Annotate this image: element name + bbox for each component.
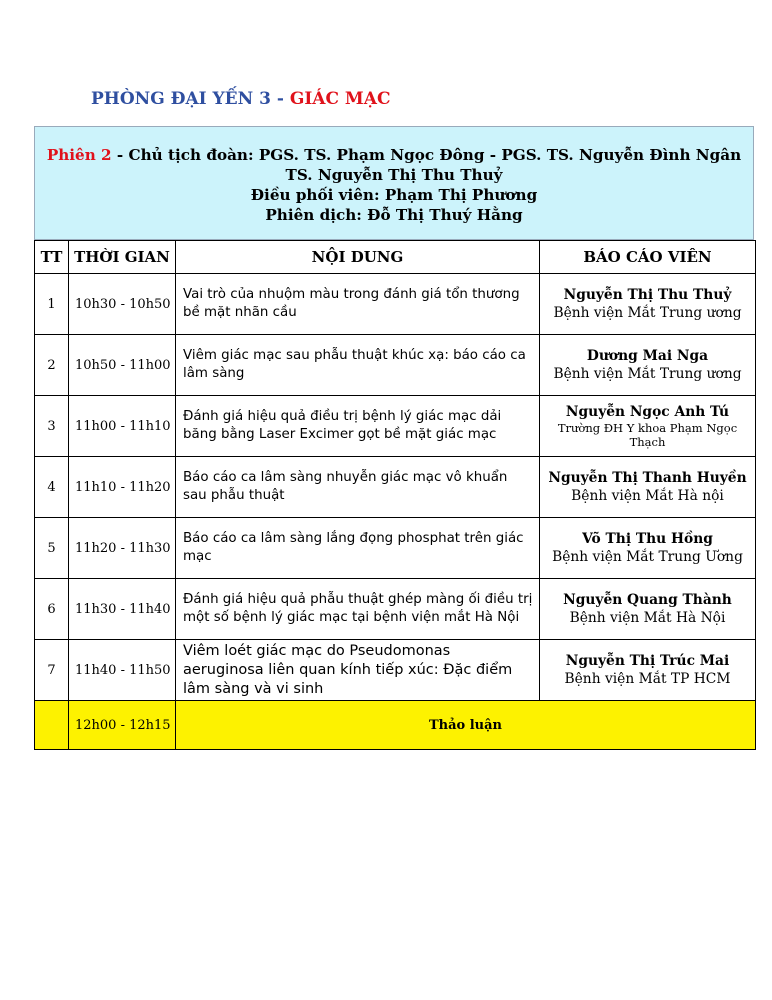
row-content: Đánh giá hiệu quả phẫu thuật ghép màng ối điều trị một số bệnh lý giác mạc tại bệnh viện mắt Hà Nội [176,579,540,640]
row-content: Vai trò của nhuộm màu trong đánh giá tổn thương bề mặt nhãn cầu [176,274,540,335]
row-speaker-cell [540,518,756,579]
row-content: Viêm giác mạc sau phẫu thuật khúc xạ: báo cáo ca lâm sàng [176,335,540,396]
discussion-label: Thảo luận [176,701,756,750]
header-tt: TT [35,241,69,274]
table-row [35,274,756,335]
row-content: Viêm loét giác mạc do Pseudomonas aeruginosa liên quan kính tiếp xúc: Đặc điểm lâm sàng và vi sinh [176,640,540,701]
row-time: 11h30 - 11h40 [69,579,176,640]
session-info-box [34,126,754,240]
discussion-row [35,701,756,750]
session-interpreter: Phiên dịch: Đỗ Thị Thuý Hằng [265,206,523,224]
room-topic: GIÁC MẠC [289,89,391,109]
header-content: NỘI DUNG [176,241,540,274]
row-speaker-cell [540,640,756,701]
session-chairs-cont: TS. Nguyễn Thị Thu Thuỷ [285,166,503,184]
table-row [35,518,756,579]
row-content: Báo cáo ca lâm sàng nhuyễn giác mạc vô khuẩn sau phẫu thuật [176,457,540,518]
table-row [35,640,756,701]
speaker-org: Bệnh viện Mắt Trung Ương [552,549,743,565]
speaker-org: Bệnh viện Mắt Hà nội [571,488,724,504]
row-number: 5 [35,518,69,579]
speaker-name: Nguyễn Quang Thành [563,592,732,608]
speaker-name: Võ Thị Thu Hồng [582,531,713,547]
discussion-time: 12h00 - 12h15 [69,701,176,750]
session-coordinator: Điều phối viên: Phạm Thị Phương [250,186,538,204]
row-speaker-cell [540,579,756,640]
speaker-name: Dương Mai Nga [586,348,709,364]
table-row [35,457,756,518]
row-speaker-cell [540,335,756,396]
table-row [35,579,756,640]
row-speaker-cell [540,274,756,335]
speaker-org: Bệnh viện Mắt TP HCM [564,671,731,687]
row-number: 2 [35,335,69,396]
header-speaker: BÁO CÁO VIÊN [540,241,756,274]
speaker-org: Bệnh viện Mắt Trung ương [553,305,742,321]
row-time: 10h50 - 11h00 [69,335,176,396]
row-number: 1 [35,274,69,335]
row-speaker-cell [540,396,756,457]
row-speaker-cell [540,457,756,518]
row-time: 11h20 - 11h30 [69,518,176,579]
speaker-name: Nguyễn Thị Trúc Mai [565,653,730,669]
table-row [35,335,756,396]
session-chairs-line [35,145,753,165]
row-time: 11h10 - 11h20 [69,457,176,518]
row-number: 4 [35,457,69,518]
row-time: 10h30 - 10h50 [69,274,176,335]
row-content: Đánh giá hiệu quả điều trị bệnh lý giác mạc dải băng bằng Laser Excimer gọt bề mặt giác mạc [176,396,540,457]
row-time: 11h00 - 11h10 [69,396,176,457]
header-time: THỜI GIAN [69,241,176,274]
row-number: 6 [35,579,69,640]
room-name: PHÒNG ĐẠI YẾN 3 - [91,89,290,109]
speaker-name: Nguyễn Ngọc Anh Tú [565,404,730,420]
session-chairs: - Chủ tịch đoàn: PGS. TS. Phạm Ngọc Đông - PGS. TS. Nguyễn Đình Ngân [111,146,742,164]
session-label: Phiên 2 [46,146,112,164]
speaker-name: Nguyễn Thị Thu Thuỷ [563,287,732,303]
row-number: 7 [35,640,69,701]
table-header-row [35,241,756,274]
speaker-org: Bệnh viện Mắt Hà Nội [569,610,726,626]
discussion-number [35,701,69,750]
speaker-org: Trường ĐH Y khoa Phạm Ngọc Thạch [557,421,738,449]
row-number: 3 [35,396,69,457]
table-row [35,396,756,457]
room-title [91,89,390,109]
speaker-name: Nguyễn Thị Thanh Huyền [548,470,747,486]
row-content: Báo cáo ca lâm sàng lắng đọng phosphat trên giác mạc [176,518,540,579]
row-time: 11h40 - 11h50 [69,640,176,701]
agenda-table [34,240,756,750]
speaker-org: Bệnh viện Mắt Trung ương [553,366,742,382]
